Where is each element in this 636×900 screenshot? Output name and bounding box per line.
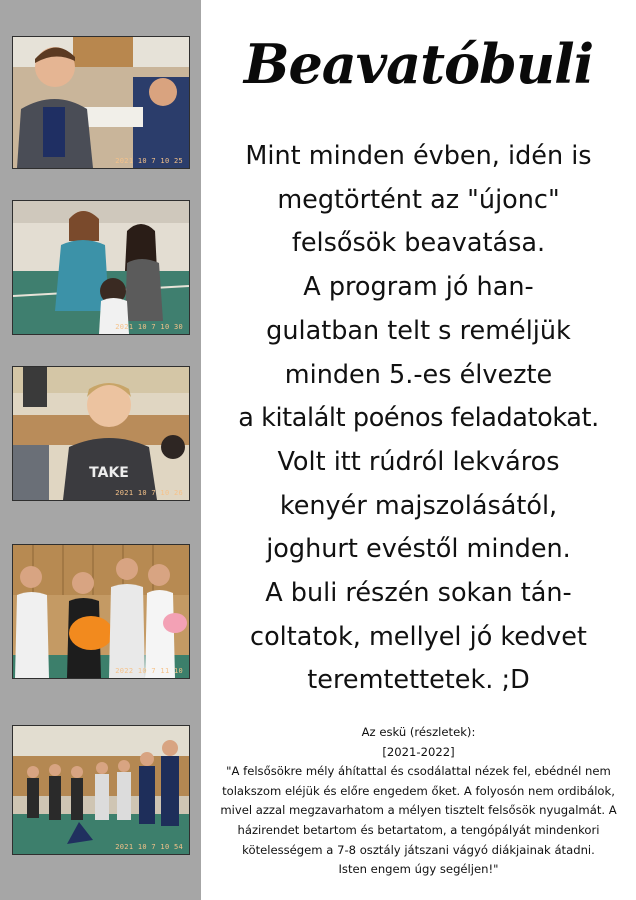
body-line: kenyér majszolásától, bbox=[279, 490, 558, 521]
oath-heading: Az eskü (részletek): bbox=[361, 725, 476, 739]
body-line: gulatban telt s reméljük bbox=[266, 315, 571, 346]
photo-date-stamp: 2021 10 7 10 30 bbox=[115, 323, 183, 331]
photo-date-stamp: 2021 10 7 10 54 bbox=[115, 843, 183, 851]
oath-line: "A felsősökre mély áhítattal és csodálattal nézek fel, ebédnél nem bbox=[226, 764, 611, 779]
article bbox=[201, 0, 636, 900]
body-line: A program jó han- bbox=[303, 272, 534, 303]
svg-text:TAKE: TAKE bbox=[89, 465, 129, 481]
body-line: felsősök beavatása. bbox=[291, 228, 546, 259]
page-title: Beavatóbuli bbox=[243, 32, 594, 96]
body-line: megtörtént az "újonc" bbox=[277, 184, 560, 215]
body-line: Mint minden évben, idén is bbox=[245, 141, 592, 171]
oath-line: Isten engem úgy segéljen!" bbox=[338, 862, 499, 877]
photo-date-stamp: 2021 10 7 10 26 bbox=[115, 489, 183, 497]
body-line: coltatok, mellyel jó kedvet bbox=[250, 621, 587, 652]
photo-4 bbox=[12, 544, 190, 679]
photo-date-stamp: 2022 10 7 11 10 bbox=[115, 667, 183, 675]
oath-year: [2021-2022] bbox=[382, 744, 455, 759]
article-body bbox=[201, 135, 636, 703]
photo-5 bbox=[12, 725, 190, 855]
photo-1 bbox=[12, 36, 190, 169]
oath-line: kötelességem a 7-8 osztály játszani vágyó diákjainak átadni. bbox=[242, 842, 595, 857]
body-line: teremtettetek. ;D bbox=[307, 665, 530, 696]
body-line: joghurt evéstől minden. bbox=[266, 534, 571, 565]
oath-section bbox=[201, 723, 636, 880]
photo-2 bbox=[12, 200, 190, 335]
oath-line: tolakszom eléjük és előre engedem őket. A folyosón nem ordibálok, bbox=[222, 783, 615, 798]
body-line: a kitalált poénos feladatokat. bbox=[238, 403, 599, 434]
body-line: Volt itt rúdról lekváros bbox=[277, 446, 560, 477]
body-line: minden 5.-es élvezte bbox=[284, 359, 553, 390]
photo-date-stamp: 2021 10 7 10 25 bbox=[115, 157, 183, 165]
photo-3 bbox=[12, 366, 190, 501]
oath-line: házirendet betartom és betartatom, a tengópályát mindenkori bbox=[237, 822, 600, 837]
oath-line: mivel azzal megzavarhatom a mélyen tisztelt felsősök nyugalmát. A bbox=[220, 803, 617, 818]
photo-sidebar bbox=[0, 0, 201, 900]
body-line: A buli részén sokan tán- bbox=[265, 578, 572, 609]
